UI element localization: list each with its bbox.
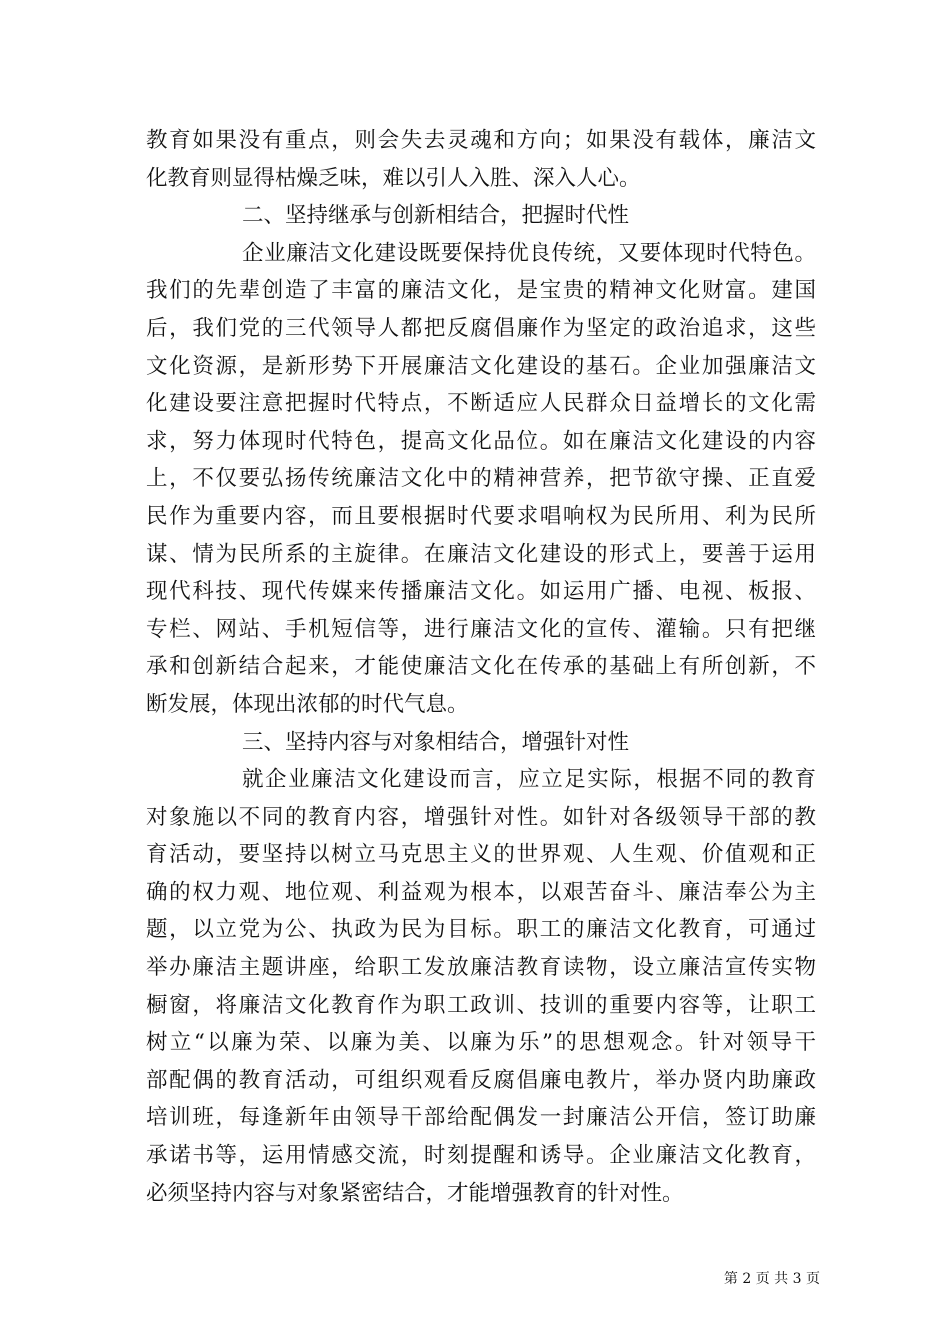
paragraph-line: 部配偶的教育活动，可组织观看反腐倡廉电教片，举办贤内助廉政	[146, 1067, 816, 1093]
paragraph-line: 谋、情为民所系的主旋律。在廉洁文化建设的形式上，要善于运用	[146, 541, 816, 567]
paragraph-line: 我们的先辈创造了丰富的廉洁文化，是宝贵的精神文化财富。建国	[146, 278, 816, 304]
paragraph-line: 现代科技、现代传媒来传播廉洁文化。如运用广播、电视、板报、	[146, 579, 816, 605]
page-number-footer: 第 2 页 共 3 页	[723, 1271, 820, 1287]
paragraph-line: 企业廉洁文化建设既要保持优良传统，又要体现时代特色。	[242, 240, 816, 266]
paragraph-line: 上，不仅要弘扬传统廉洁文化中的精神营养，把节欲守操、正直爱	[146, 466, 816, 492]
section-heading: 三、坚持内容与对象相结合，增强针对性	[242, 729, 630, 755]
paragraph-line: 树立“以廉为荣、以廉为美、以廉为乐”的思想观念。针对领导干	[146, 1030, 816, 1056]
paragraph-line: 专栏、网站、手机短信等，进行廉洁文化的宣传、灌输。只有把继	[146, 616, 816, 642]
paragraph-line: 断发展，体现出浓郁的时代气息。	[146, 691, 469, 717]
paragraph-line: 培训班，每逢新年由领导干部给配偶发一封廉洁公开信，签订助廉	[146, 1105, 816, 1131]
paragraph-line: 橱窗，将廉洁文化教育作为职工政训、技训的重要内容等，让职工	[146, 992, 816, 1018]
paragraph-line: 确的权力观、地位观、利益观为根本，以艰苦奋斗、廉洁奉公为主	[146, 879, 816, 905]
paragraph-line: 承诺书等，运用情感交流，时刻提醒和诱导。企业廉洁文化教育，	[146, 1143, 816, 1169]
paragraph-line: 求，努力体现时代特色，提高文化品位。如在廉洁文化建设的内容	[146, 428, 816, 454]
paragraph-line: 民作为重要内容，而且要根据时代要求唱响权为民所用、利为民所	[146, 503, 816, 529]
paragraph-line: 对象施以不同的教育内容，增强针对性。如针对各级领导干部的教	[146, 804, 816, 830]
paragraph-line: 承和创新结合起来，才能使廉洁文化在传承的基础上有所创新，不	[146, 654, 816, 680]
paragraph-line: 就企业廉洁文化建设而言，应立足实际，根据不同的教育	[242, 767, 816, 793]
document-body	[146, 122, 816, 1212]
paragraph-line: 举办廉洁主题讲座，给职工发放廉洁教育读物，设立廉洁宣传实物	[146, 955, 816, 981]
paragraph-line: 教育如果没有重点，则会失去灵魂和方向；如果没有载体，廉洁文	[146, 128, 816, 153]
paragraph-line: 文化资源，是新形势下开展廉洁文化建设的基石。企业加强廉洁文	[146, 353, 816, 379]
paragraph-line: 题，以立党为公、执政为民为目标。职工的廉洁文化教育，可通过	[146, 917, 816, 943]
paragraph-line: 必须坚持内容与对象紧密结合，才能增强教育的针对性。	[146, 1180, 684, 1206]
paragraph-line: 后，我们党的三代领导人都把反腐倡廉作为坚定的政治追求，这些	[146, 315, 816, 341]
paragraph-line: 育活动，要坚持以树立马克思主义的世界观、人生观、价值观和正	[146, 842, 816, 868]
paragraph-line: 化教育则显得枯燥乏味，难以引人入胜、深入人心。	[146, 165, 641, 191]
paragraph-line: 化建设要注意把握时代特点，不断适应人民群众日益增长的文化需	[146, 391, 816, 417]
section-heading: 二、坚持继承与创新相结合，把握时代性	[242, 203, 630, 229]
